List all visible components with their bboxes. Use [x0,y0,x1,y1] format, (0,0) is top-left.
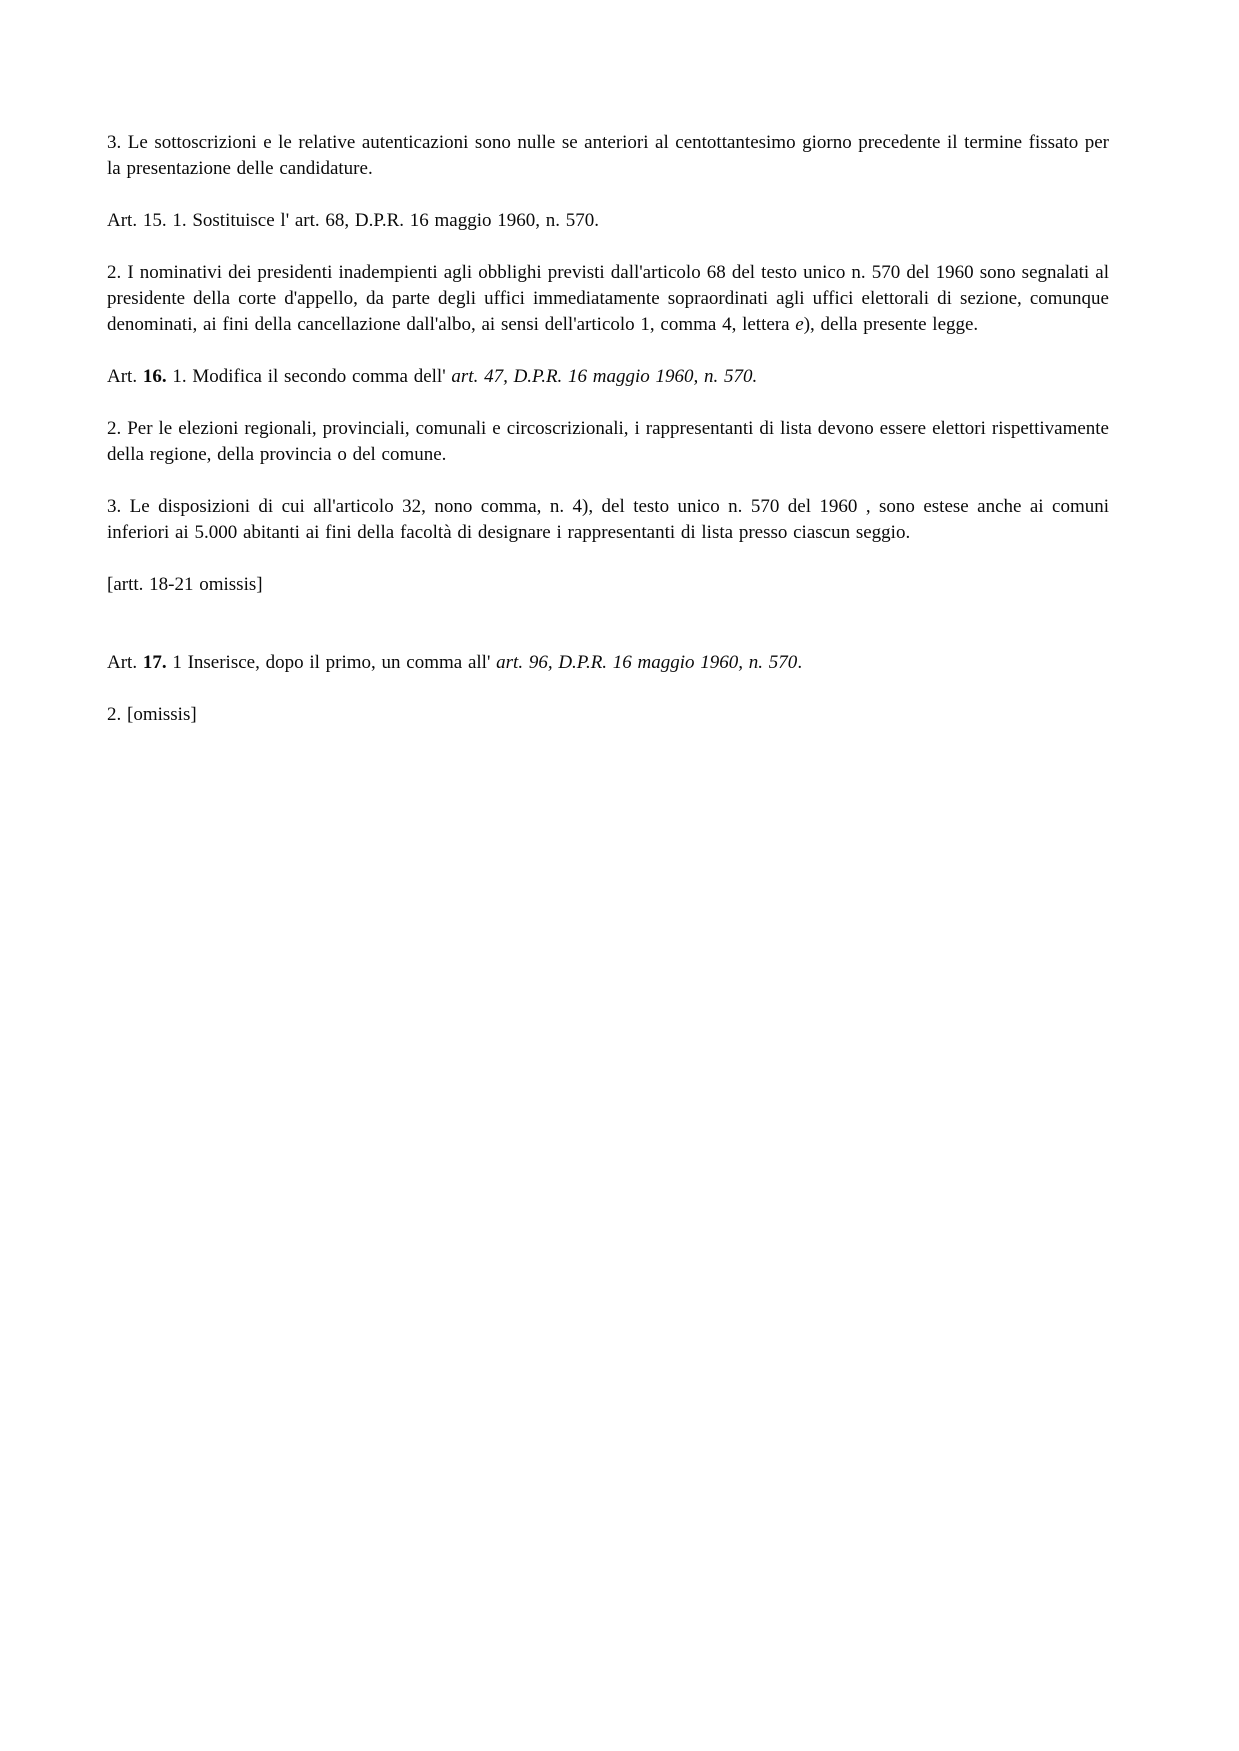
text-run-italic: art. 47, D.P.R. 16 maggio 1960, n. 570. [451,366,758,387]
text-run: [artt. 18-21 omissis] [107,574,263,595]
text-run: 2. I nominativi dei presidenti inadempienti agli obblighi previsti dall'articolo 68 del testo unico n. 570 del 1960 sono segnalati al presidente della corte d'appello, da parte degli uffici immediatamente sopraordinati agli uffici elettorali di sezione, comunque denominati, ai fini della cancellazione dall'albo, ai sensi dell'articolo 1, comma 4, lettera [107,262,1109,335]
text-run: 3. Le disposizioni di cui all'articolo 32, nono comma, n. 4), del testo unico n. 570 del 1960 , sono estese anche ai comuni inferiori ai 5.000 abitanti ai fini della facoltà di designare i rappresentanti di lista presso ciascun seggio. [107,496,1109,543]
text-run: Art. [107,652,143,673]
text-run: ), della presente legge. [803,314,979,335]
text-run: 2. Per le elezioni regionali, provinciali, comunali e circoscrizionali, i rappresentanti di lista devono essere elettori rispettivamente della regione, della provincia o del comune. [107,418,1109,465]
paragraph-art-15 [107,208,1109,234]
text-run-bold: 17. [142,652,167,673]
text-run-italic: e [795,314,804,335]
text-run: Art. [107,366,143,387]
paragraph-sottoscrizioni [107,130,1109,182]
text-run: . [797,652,803,673]
text-run: 3. Le sottoscrizioni e le relative autenticazioni sono nulle se anteriori al centottantesimo giorno precedente il termine fissato per la presentazione delle candidature. [107,132,1109,179]
paragraph-art-16 [107,364,1109,390]
paragraph-disposizioni-articolo-32 [107,494,1109,546]
paragraph-omissis [107,702,1109,728]
text-run-bold: 16. [142,366,167,387]
text-run: 1 Inserisce, dopo il primo, un comma all' [166,652,497,673]
text-run: Art. 15. 1. Sostituisce l' art. 68, D.P.R. 16 maggio 1960, n. 570. [107,210,600,231]
text-run-italic: art. 96, D.P.R. 16 maggio 1960, n. 570 [496,652,798,673]
paragraph-art-17 [107,650,1109,676]
text-run: 1. Modifica il secondo comma dell' [166,366,452,387]
paragraph-elezioni-regionali [107,416,1109,468]
paragraph-nominativi-presidenti [107,260,1109,338]
text-run: 2. [omissis] [107,704,197,725]
paragraph-artt-omissis [107,572,1109,598]
